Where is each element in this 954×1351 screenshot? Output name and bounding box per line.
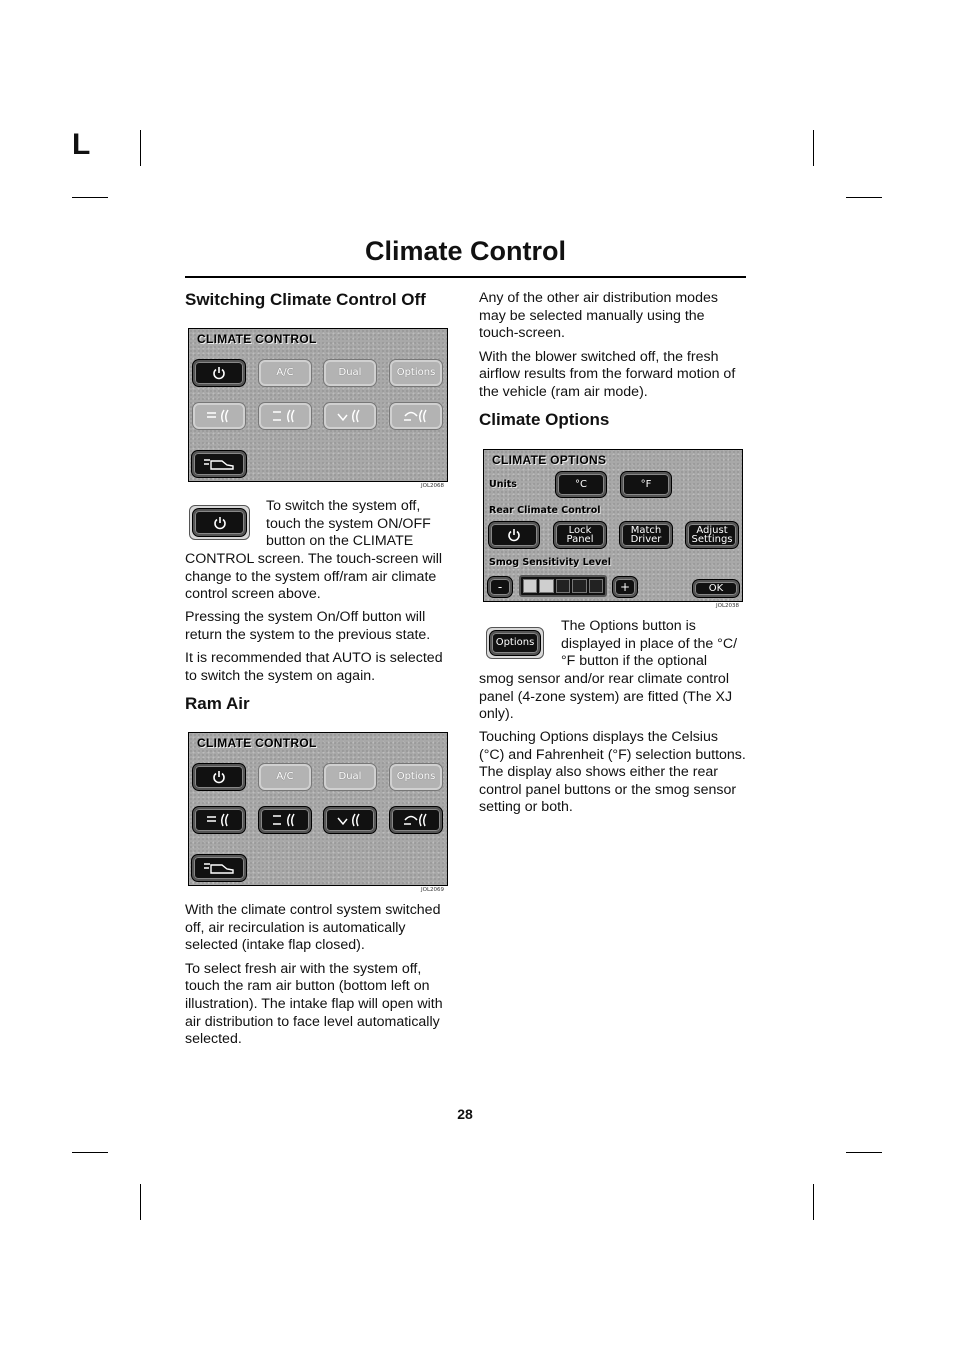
ram-air-text [185, 902, 451, 1055]
options-button: Options [490, 631, 540, 655]
panel-title: CLIMATE OPTIONS [492, 453, 607, 467]
heading-switching-off: Switching Climate Control Off [185, 290, 426, 309]
power-button-illustration [189, 505, 250, 540]
crop-mark [140, 1184, 141, 1220]
smog-segment [589, 579, 603, 593]
defrost-airflow-icon [401, 812, 431, 828]
power-icon [212, 770, 226, 784]
units-label: Units [489, 479, 517, 490]
button-label-line: Settings [691, 534, 733, 545]
paragraph: Any of the other air distribution modes may be selected manually using the touch-screen. [479, 290, 718, 342]
climate-control-screen-1 [188, 328, 448, 489]
face-feet-airflow-icon [270, 812, 300, 828]
smog-segment [556, 579, 570, 593]
options-button-illustration [486, 627, 544, 659]
power-icon [507, 528, 521, 542]
options-paragraph-top: The Options button is displayed in place of the °C/°F button if the optional [561, 618, 738, 670]
ram-air-button[interactable] [192, 855, 246, 881]
ac-button[interactable]: A/C [259, 764, 311, 790]
options-button[interactable]: Options [390, 764, 442, 790]
power-button[interactable] [193, 360, 245, 386]
climate-options-screen [483, 449, 743, 609]
panel-title: CLIMATE CONTROL [197, 332, 317, 346]
power-button[interactable] [193, 764, 245, 790]
right-intro-text [479, 290, 747, 408]
crop-mark [72, 1152, 108, 1153]
figure-code: JOL2038 [716, 603, 740, 609]
smog-decrease-button[interactable]: - [488, 577, 512, 597]
smog-sensitivity-label: Smog Sensitivity Level [489, 557, 612, 568]
smog-increase-button[interactable]: + [613, 577, 637, 597]
rear-climate-label: Rear Climate Control [489, 505, 601, 516]
ram-air-icon [202, 456, 236, 472]
power-icon [212, 366, 226, 380]
rear-power-button[interactable] [489, 522, 539, 548]
figure-code: JOL2069 [421, 887, 445, 893]
button-label-line: Panel [566, 534, 594, 545]
section-letter: L [72, 128, 91, 161]
ok-button[interactable]: OK [693, 580, 739, 597]
feet-vent-button[interactable] [324, 807, 376, 833]
crop-mark [846, 1152, 882, 1153]
face-feet-vent-button[interactable] [259, 403, 311, 429]
face-feet-airflow-icon [270, 408, 300, 424]
match-driver-button[interactable] [620, 522, 672, 548]
smog-segment [539, 579, 553, 593]
paragraph: With the climate control system switched off, air recirculation is automatically selected (intake flap closed). [185, 902, 441, 954]
crop-mark [72, 197, 108, 198]
defrost-vent-button[interactable] [390, 403, 442, 429]
paragraph: To select fresh air with the system off, touch the ram air button (bottom left on illustration). The intake flap will open with air distribution to face level automatically selected. [185, 960, 443, 1048]
face-feet-vent-button[interactable] [259, 807, 311, 833]
ram-air-icon [202, 860, 236, 876]
smog-segment [523, 579, 537, 593]
crop-mark [846, 197, 882, 198]
lock-panel-button[interactable] [554, 522, 606, 548]
options-button[interactable]: Options [390, 360, 442, 386]
paragraph: It is recommended that AUTO is selected to switch the system on again. [185, 650, 443, 684]
adjust-settings-button[interactable] [686, 522, 738, 548]
switch-paragraph-bottom: CONTROL screen. The touch-screen will change to the system off/ram air climate control screen above. [185, 551, 443, 603]
ram-air-button[interactable] [192, 451, 246, 477]
ac-button[interactable]: A/C [259, 360, 311, 386]
fahrenheit-button[interactable]: °F [621, 472, 671, 497]
feet-vent-button[interactable] [324, 403, 376, 429]
button-label-line: Driver [630, 534, 662, 545]
smog-level-bar[interactable] [519, 575, 607, 597]
smog-segment [572, 579, 586, 593]
face-airflow-icon [204, 408, 234, 424]
face-vent-button[interactable] [193, 403, 245, 429]
button-label-line: Adjust [696, 525, 728, 536]
defrost-airflow-icon [401, 408, 431, 424]
celsius-button[interactable]: °C [556, 472, 606, 497]
crop-mark [140, 130, 141, 166]
press-paragraph [185, 609, 451, 691]
touching-options-paragraph: Touching Options displays the Celsius (°C) and Fahrenheit (°F) selection buttons. The display also shows either the rear control panel buttons or the smog sensor setting or both. [479, 729, 746, 816]
crop-mark [813, 1184, 814, 1220]
button-label-line: Match [630, 525, 662, 536]
panel-title: CLIMATE CONTROL [197, 736, 317, 750]
climate-control-screen-2 [188, 732, 448, 893]
dual-button[interactable]: Dual [324, 360, 376, 386]
face-vent-button[interactable] [193, 807, 245, 833]
power-icon [213, 516, 227, 530]
defrost-vent-button[interactable] [390, 807, 442, 833]
paragraph: With the blower switched off, the fresh airflow results from the forward motion of the vehicle (ram air mode). [479, 348, 736, 400]
title-rule [185, 276, 746, 278]
feet-airflow-icon [335, 408, 365, 424]
face-airflow-icon [204, 812, 234, 828]
figure-code: JOL2068 [421, 483, 445, 489]
heading-ram-air: Ram Air [185, 694, 250, 713]
button-label-line: Lock [568, 525, 592, 536]
feet-airflow-icon [335, 812, 365, 828]
options-paragraph-bottom: smog sensor and/or rear climate control panel (4-zone system) are fitted (The XJ only). [479, 671, 733, 723]
crop-mark [813, 130, 814, 166]
heading-climate-options: Climate Options [479, 410, 610, 429]
switch-paragraph-top: To switch the system off, touch the system ON/OFF button on the CLIMATE [266, 498, 431, 550]
power-button [193, 509, 246, 536]
paragraph: Pressing the system On/Off button will return the system to the previous state. [185, 609, 431, 643]
dual-button[interactable]: Dual [324, 764, 376, 790]
page-number: 28 [457, 1106, 473, 1122]
page-title: Climate Control [364, 236, 566, 266]
